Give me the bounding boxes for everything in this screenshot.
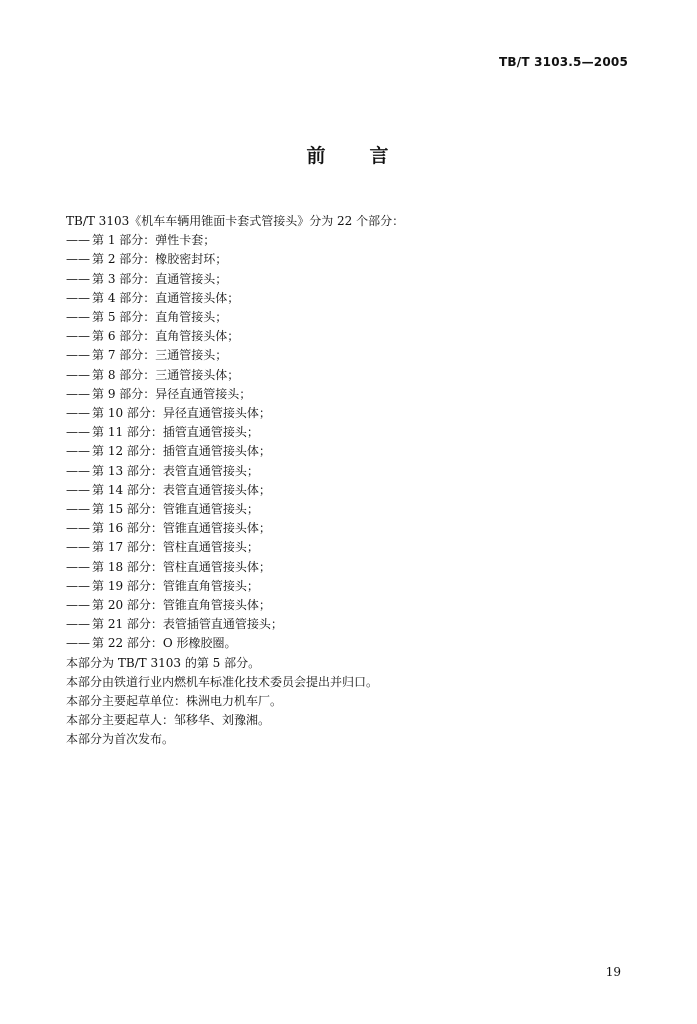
part-item: [66, 308, 626, 327]
part-text: 第 5 部分：直角管接头；: [92, 310, 228, 325]
part-item: [66, 634, 626, 653]
part-item: [66, 577, 626, 596]
list-dash: ——: [66, 559, 90, 574]
list-dash: ——: [66, 252, 90, 267]
list-dash: ——: [66, 425, 90, 440]
part-item: [66, 270, 626, 289]
part-text: 第 4 部分：直通管接头体；: [92, 290, 240, 305]
note-first-release: 本部分为首次发布。: [66, 732, 175, 747]
note-drafting-unit: 本部分主要起草单位：株洲电力机车厂。: [66, 694, 283, 709]
list-dash: ——: [66, 521, 90, 536]
part-text: 第 21 部分：表管插管直通管接头；: [92, 617, 283, 632]
list-dash: ——: [66, 367, 90, 382]
part-item: [66, 366, 626, 385]
list-dash: ——: [66, 598, 90, 613]
part-text: 第 22 部分：O 形橡胶圈。: [92, 636, 237, 651]
part-text: 第 16 部分：管锥直通管接头体；: [92, 521, 271, 536]
part-text: 第 14 部分：表管直通管接头体；: [92, 482, 271, 497]
part-text: 第 9 部分：异径直通管接头；: [92, 386, 252, 401]
part-text: 第 20 部分：管锥直角管接头体；: [92, 598, 271, 613]
parts-list: [66, 231, 626, 653]
part-item: [66, 558, 626, 577]
part-item: [66, 231, 626, 250]
intro-text: TB/T 3103《机车车辆用锥面卡套式管接头》分为 22 个部分：: [66, 214, 405, 228]
list-dash: ——: [66, 444, 90, 459]
list-dash: ——: [66, 233, 90, 248]
list-dash: ——: [66, 329, 90, 344]
part-text: 第 3 部分：直通管接头；: [92, 271, 228, 286]
part-item: [66, 519, 626, 538]
part-text: 第 2 部分：橡胶密封环；: [92, 252, 228, 267]
list-dash: ——: [66, 348, 90, 363]
page-title: 前 言: [306, 145, 391, 167]
list-dash: ——: [66, 617, 90, 632]
standard-number-header: TB/T 3103.5—2005: [499, 55, 628, 69]
page-number: 19: [605, 965, 621, 979]
part-item: [66, 538, 626, 557]
part-text: 第 15 部分：管锥直通管接头；: [92, 502, 259, 517]
list-dash: ——: [66, 290, 90, 305]
part-item: [66, 442, 626, 461]
list-dash: ——: [66, 502, 90, 517]
part-text: 第 6 部分：直角管接头体；: [92, 329, 240, 344]
list-dash: ——: [66, 482, 90, 497]
list-dash: ——: [66, 406, 90, 421]
part-item: [66, 423, 626, 442]
part-item: [66, 346, 626, 365]
list-dash: ——: [66, 271, 90, 286]
list-dash: ——: [66, 578, 90, 593]
note-drafters: 本部分主要起草人：邹移华、刘豫湘。: [66, 713, 271, 728]
list-dash: ——: [66, 463, 90, 478]
part-item: [66, 462, 626, 481]
part-text: 第 18 部分：管柱直通管接头体；: [92, 559, 271, 574]
part-item: [66, 615, 626, 634]
part-text: 第 13 部分：表管直通管接头；: [92, 463, 259, 478]
part-item: [66, 289, 626, 308]
foreword-body: [66, 212, 626, 750]
note-proposed-by: 本部分由铁道行业内燃机车标准化技术委员会提出并归口。: [66, 674, 379, 689]
part-text: 第 8 部分：三通管接头体；: [92, 367, 240, 382]
part-text: 第 11 部分：插管直通管接头；: [92, 425, 259, 440]
part-text: 第 10 部分：异径直通管接头体；: [92, 406, 271, 421]
part-item: [66, 404, 626, 423]
part-item: [66, 481, 626, 500]
part-item: [66, 327, 626, 346]
part-text: 第 7 部分：三通管接头；: [92, 348, 228, 363]
part-item: [66, 385, 626, 404]
part-text: 第 12 部分：插管直通管接头体；: [92, 444, 271, 459]
part-item: [66, 500, 626, 519]
note-part-of: 本部分为 TB/T 3103 的第 5 部分。: [66, 655, 261, 670]
list-dash: ——: [66, 386, 90, 401]
list-dash: ——: [66, 540, 90, 555]
part-text: 第 1 部分：弹性卡套；: [92, 233, 216, 248]
part-text: 第 17 部分：管柱直通管接头；: [92, 540, 259, 555]
list-dash: ——: [66, 310, 90, 325]
part-text: 第 19 部分：管锥直角管接头；: [92, 578, 259, 593]
part-item: [66, 250, 626, 269]
part-item: [66, 596, 626, 615]
list-dash: ——: [66, 636, 90, 651]
